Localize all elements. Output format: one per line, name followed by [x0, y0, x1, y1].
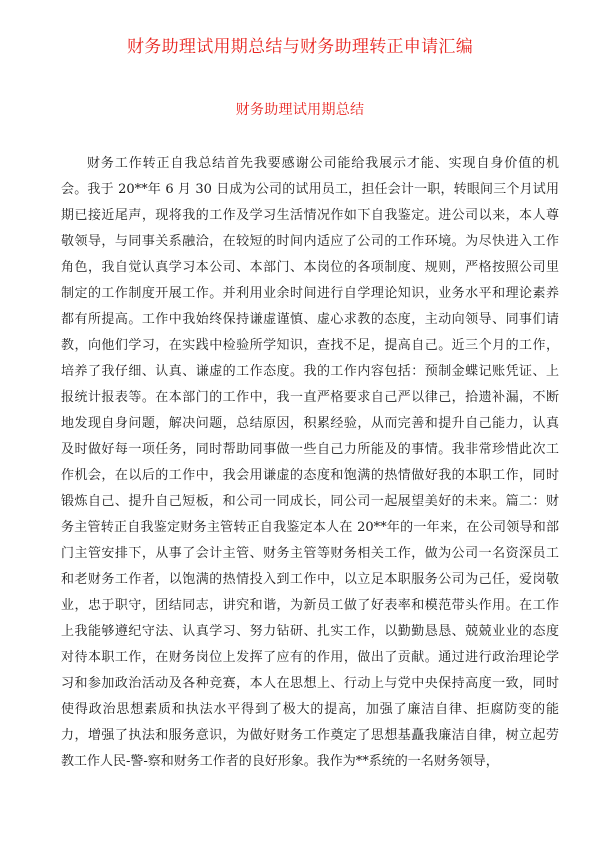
body-paragraph: 财务工作转正自我总结首先我要感谢公司能给我展示才能、实现自身价值的机 会。我于 20**年 6 月 30 日成为公司的试用员工，担任会计一职，转眼间三个月试用 期已接近尾声，现将我的工作及学习生活情况作如下自我鉴定。进公司以来，本人尊 敬领导，与同事关系融洽，在较短的时间内适应了公司的工作环境。为尽快进入工作 角色，我自觉认真学习本公司、本部门、本岗位的各项制度、规则，严格按照公司里 制定的工作制度开展工作。并利用业余时间进行自学理论知识，业务水平和理论素养 都有所提高。工作中我始终保持谦虚谨慎、虚心求教的态度，主动向领导、同事们请 教，向他们学习，在实践中检验所学知识，查找不足，提高自己。近三个月的工作， 培养了我仔细、认真、谦虚的工作态度。我的工作内容包括：预制金蝶记账凭证、上 报统计报表等。在本部门的工作中，我一直严格要求自己严以律己，拾遗补漏，不断 地发现自身问题，解决问题，总结原因，积累经验，从而完善和提升自己能力，认真 及时做好每一项任务，同时帮助同事做一些自己力所能及的事情。我非常珍惜此次工 作机会，在以后的工作中，我会用谦虚的态度和饱满的热情做好我的本职工作，同时 锻炼自己、提升自己短板，和公司一同成长，同公司一起展望美好的未来。篇二：财 务主管转正自我鉴定财务主管转正自我鉴定本人在 20**年的一年来，在公司领导和部 门主管安排下，从事了会计主管、财务主管等财务相关工作，做为公司一名资深员工 和老财务工作者，以饱满的热情投入到工作中，以立足本职服务公司为己任，爱岗敬 业，忠于职守，团结同志，讲究和谐，为新员工做了好表率和模范带头作用。在工作 上我能够遵纪守法、认真学习、努力钻研、扎实工作，以勤勤恳恳、兢兢业业的态度 对待本职工作，在财务岗位上发挥了应有的作用，做出了贡献。通过进行政治理论学 习和参加政治活动及各种竞赛，本人在思想上、行动上与党中央保持高度一致，同时 使得政治思想素质和执法水平得到了极大的提高，加强了廉洁自律、拒腐防变的能 力，增强了执法和服务意识，为做好财务工作奠定了思想基矗我廉洁自律，树立起劳 教工作人民-警-察和财务工作者的良好形象。我作为**系统的一名财务领导，: [61, 156, 559, 769]
document-title: 财务助理试用期总结与财务助理转正申请汇编: [127, 37, 473, 57]
section-title: 财务助理试用期总结: [235, 102, 365, 118]
